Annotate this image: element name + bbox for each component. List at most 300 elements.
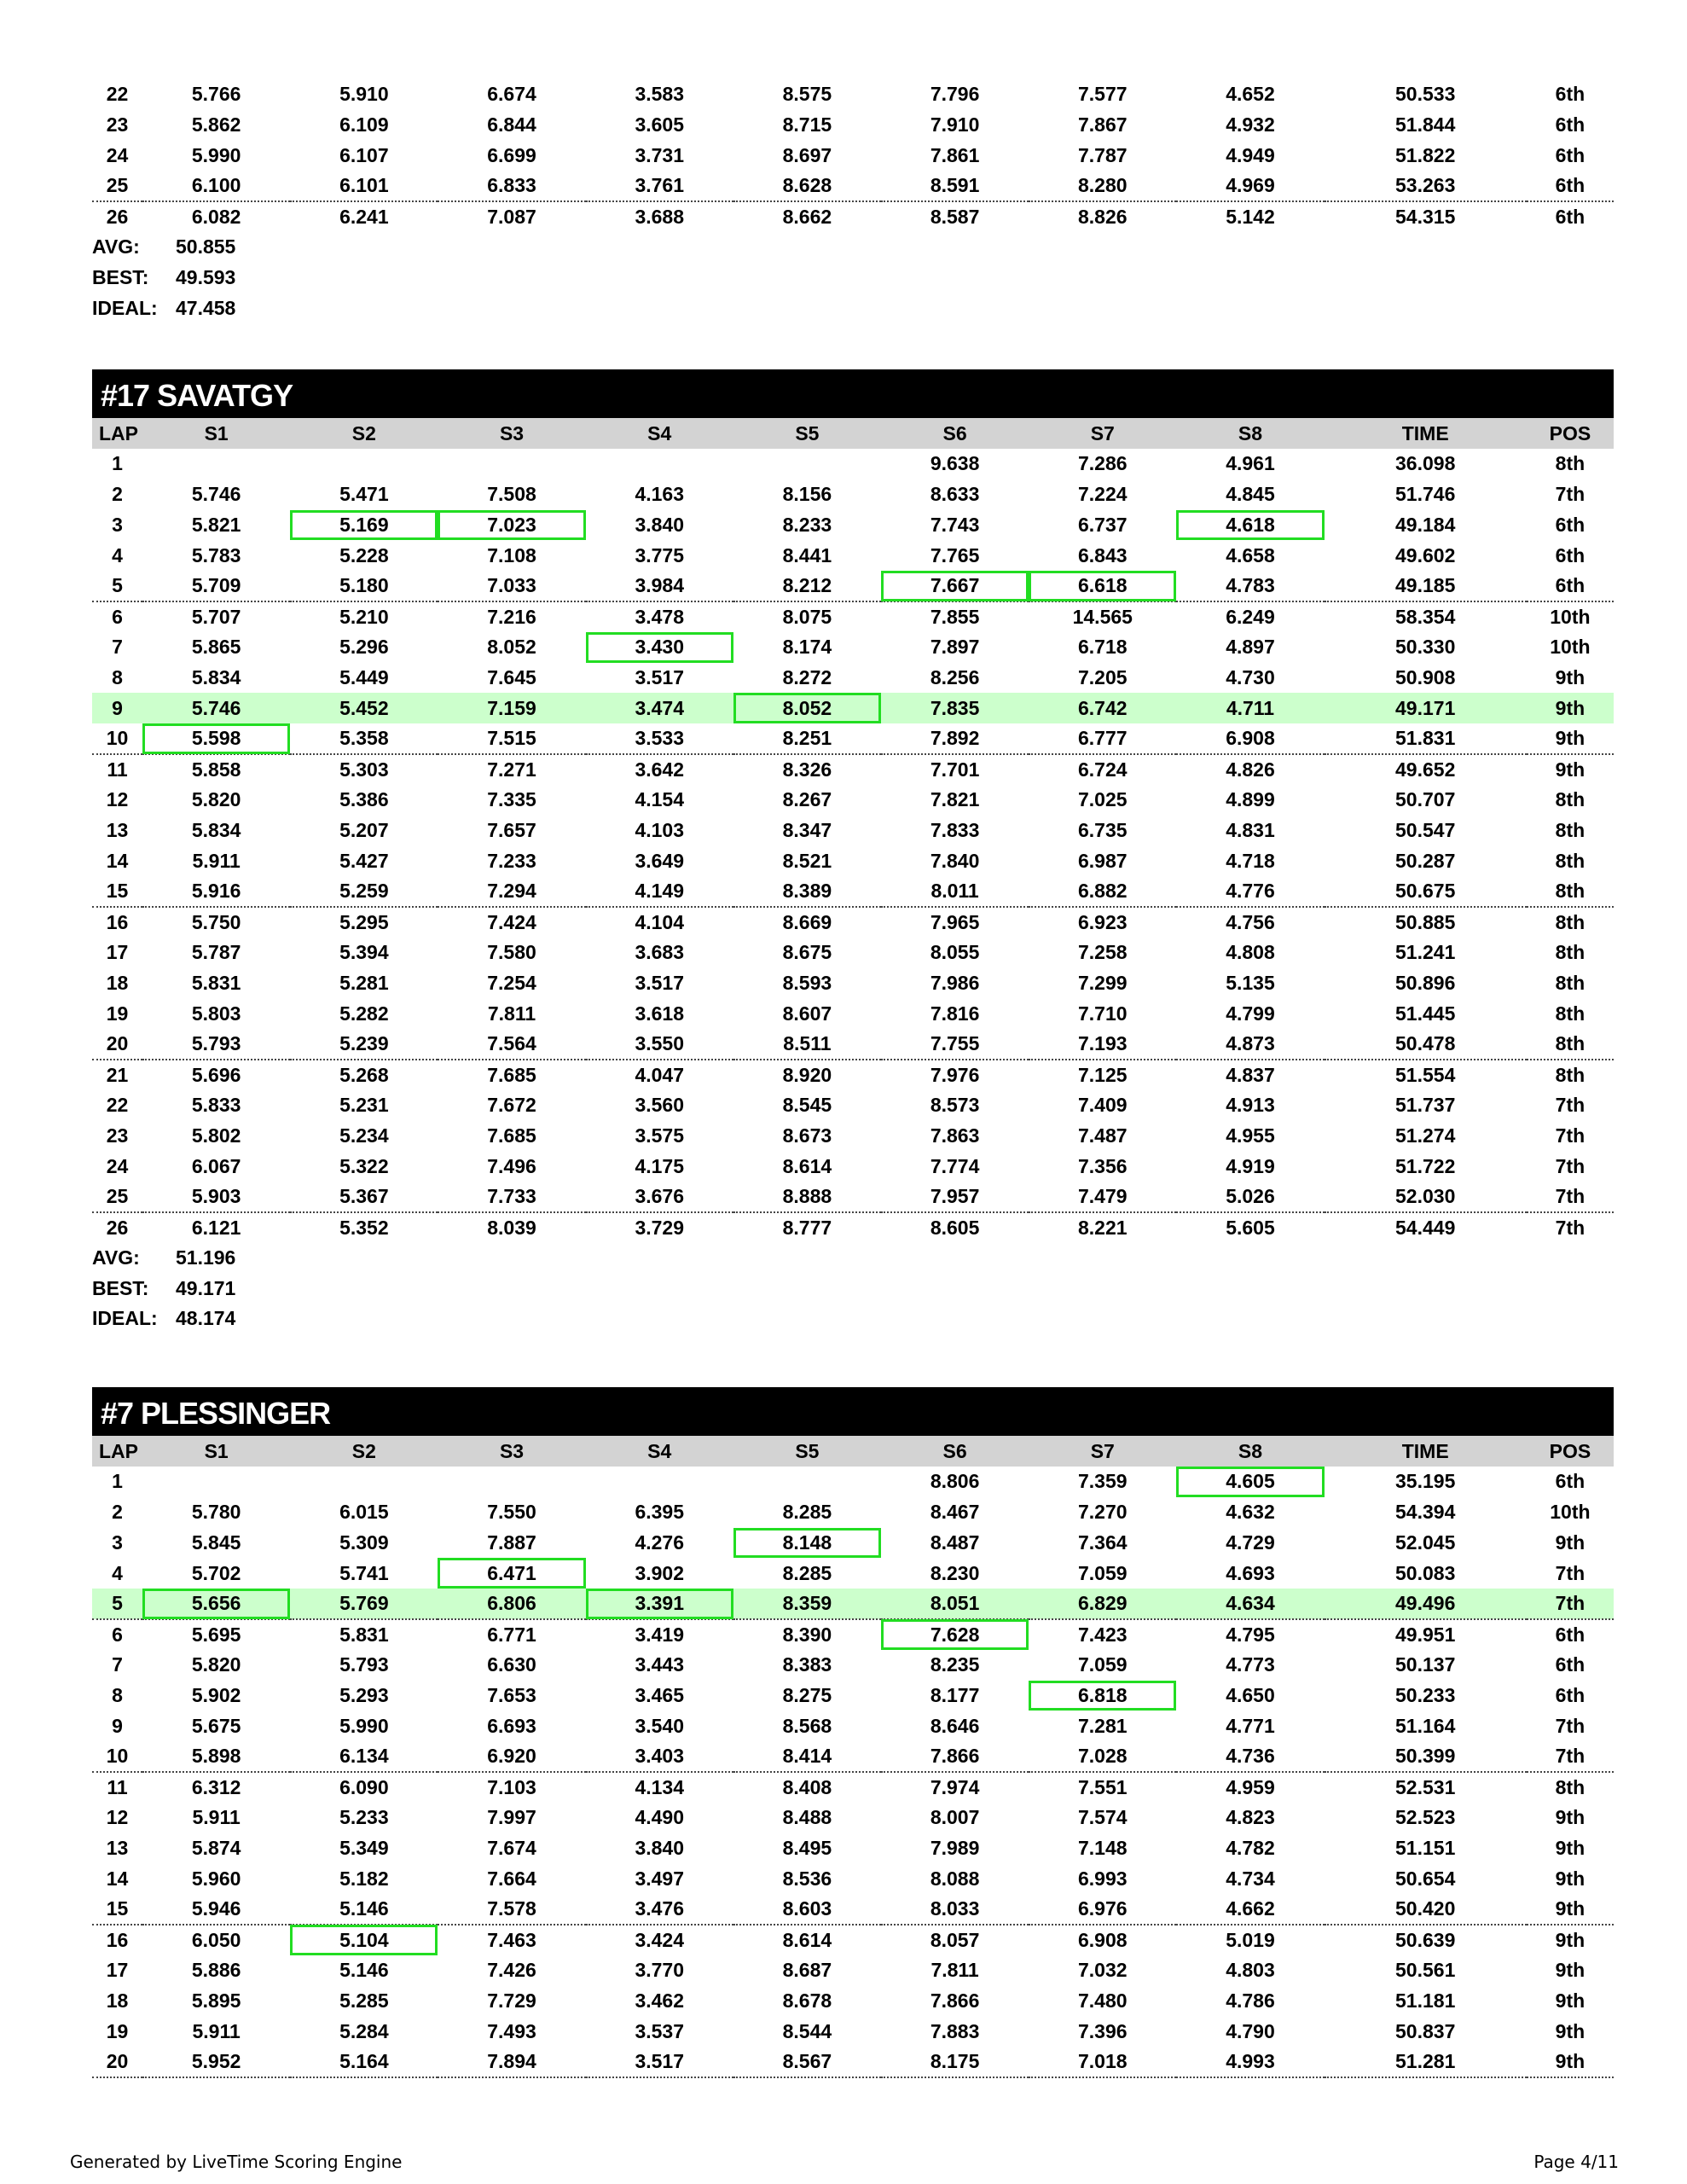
lap-cell: 7.755 xyxy=(881,1029,1029,1060)
lap-cell: 8th xyxy=(1555,452,1586,475)
best-sector-cell: 3.391 xyxy=(586,1589,733,1619)
column-header: TIME xyxy=(1325,1436,1527,1467)
lap-cell: 5.895 xyxy=(191,1989,241,2012)
lap-cell: 4.104 xyxy=(635,910,684,933)
lap-cell: 5.231 xyxy=(339,1094,389,1117)
lap-row xyxy=(92,816,1614,846)
lap-cell: 5.990 xyxy=(339,1714,389,1737)
lap-cell: 9th xyxy=(1527,2047,1614,2077)
lap-cell: 50.837 xyxy=(1395,2019,1456,2042)
lap-cell: 5.831 xyxy=(191,971,241,994)
lap-cell: 7th xyxy=(1555,1124,1586,1147)
lap-row xyxy=(92,1212,1614,1243)
lap-cell: 8.174 xyxy=(782,636,832,659)
lap-cell: 8.467 xyxy=(930,1501,980,1524)
lap-cell: 7.294 xyxy=(438,876,585,907)
lap-cell: 5.834 xyxy=(191,665,241,688)
lap-cell: 5.295 xyxy=(339,910,389,933)
lap-cell: 5.709 xyxy=(142,571,290,601)
lap-cell: 6.882 xyxy=(1029,876,1176,907)
lap-cell: 4.149 xyxy=(586,876,733,907)
lap-cell: 3 xyxy=(112,513,123,536)
lap-cell: 5.285 xyxy=(339,1989,389,2012)
lap-cell: 49.951 xyxy=(1395,1623,1456,1646)
lap-cell: 3.649 xyxy=(635,849,684,872)
lap-cell: 6.082 xyxy=(191,206,241,229)
lap-cell: 50.654 xyxy=(1395,1867,1456,1890)
lap-cell: 8.280 xyxy=(1029,171,1176,201)
lap-cell: 8.275 xyxy=(782,1683,832,1706)
lap-cell: 50.908 xyxy=(1395,665,1456,688)
lap-cell: 8.675 xyxy=(782,941,832,964)
lap-cell: 7.254 xyxy=(487,971,536,994)
lap-row xyxy=(92,968,1614,999)
lap-cell: 50.137 xyxy=(1395,1653,1456,1676)
lap-row xyxy=(92,540,1614,571)
lap-cell: 6th xyxy=(1555,83,1586,106)
lap-cell: 9th xyxy=(1527,723,1614,754)
lap-cell: 8.390 xyxy=(782,1623,832,1646)
lap-cell: 3.731 xyxy=(635,143,684,166)
lap-cell: 54.315 xyxy=(1395,206,1456,229)
lap-cell: 8th xyxy=(1527,876,1614,907)
lap-cell: 8.888 xyxy=(733,1182,881,1212)
lap-cell: 5.696 xyxy=(191,1063,241,1086)
lap-cell: 7.989 xyxy=(930,1836,980,1859)
lap-cell: 52.045 xyxy=(1395,1531,1456,1554)
lap-cell: 8.697 xyxy=(782,143,832,166)
lap-row xyxy=(92,1467,1614,1497)
lap-cell: 7.743 xyxy=(930,513,980,536)
lap-cell: 3.474 xyxy=(586,693,733,723)
lap-cell: 5.293 xyxy=(339,1683,389,1706)
lap-row xyxy=(92,1833,1614,1864)
lap-cell: 4.729 xyxy=(1226,1531,1275,1554)
lap-cell: 9th xyxy=(1555,1806,1586,1829)
lap-cell: 7th xyxy=(1555,483,1586,506)
lap-cell: 5.135 xyxy=(1226,971,1275,994)
lap-cell: 5.916 xyxy=(142,876,290,907)
lap-cell: 5.865 xyxy=(191,636,241,659)
column-header: S7 xyxy=(1029,1436,1176,1467)
lap-cell: 51.241 xyxy=(1395,941,1456,964)
summary-avg xyxy=(92,1243,1614,1274)
lap-cell: 6th xyxy=(1555,1653,1586,1676)
best-sector-cell: 5.598 xyxy=(142,723,290,754)
lap-cell: 8.573 xyxy=(930,1094,980,1117)
lap-cell: 7.976 xyxy=(930,1063,980,1086)
lap-row xyxy=(92,1803,1614,1833)
lap-cell: 7th xyxy=(1555,1216,1586,1239)
lap-summary xyxy=(92,1243,1614,1334)
lap-cell: 13 xyxy=(106,1836,129,1859)
lap-cell: 5.793 xyxy=(339,1653,389,1676)
lap-cell: 9th xyxy=(1527,1894,1614,1925)
lap-cell: 3.840 xyxy=(635,513,684,536)
lap-cell: 7.664 xyxy=(487,1867,536,1890)
lap-cell: 4.490 xyxy=(635,1806,684,1829)
lap-row xyxy=(92,571,1614,601)
lap-cell: 8.826 xyxy=(1078,206,1128,229)
lap-cell: 8.587 xyxy=(930,206,980,229)
lap-cell: 7.833 xyxy=(930,818,980,841)
lap-cell xyxy=(733,449,881,479)
lap-cell: 36.098 xyxy=(1395,452,1456,475)
lap-cell: 8.007 xyxy=(930,1806,980,1829)
lap-cell: 7.396 xyxy=(1078,2019,1128,2042)
lap-cell: 6 xyxy=(112,605,123,628)
lap-cell xyxy=(290,449,438,479)
lap-cell: 8.088 xyxy=(930,1867,980,1890)
lap-cell: 7.645 xyxy=(487,665,536,688)
lap-cell: 4.047 xyxy=(635,1063,684,1086)
lap-cell: 5.309 xyxy=(339,1531,389,1554)
lap-cell: 5.303 xyxy=(339,758,389,781)
lap-cell: 7.480 xyxy=(1078,1989,1128,2012)
lap-cell: 7.910 xyxy=(930,113,980,136)
lap-cell: 5.750 xyxy=(191,910,241,933)
summary-best-value: 49.171 xyxy=(176,1276,236,1299)
lap-cell: 24 xyxy=(106,143,129,166)
lap-cell: 8.614 xyxy=(782,1928,832,1951)
lap-cell: 3.419 xyxy=(635,1623,684,1646)
lap-cell: 8.591 xyxy=(881,171,1029,201)
lap-cell: 6.674 xyxy=(487,83,536,106)
lap-cell: 5.886 xyxy=(191,1959,241,1982)
lap-cell: 8th xyxy=(1555,1775,1586,1798)
lap-cell: 8.051 xyxy=(881,1589,1029,1619)
lap-cell: 3.575 xyxy=(635,1124,684,1147)
lap-cell: 7.685 xyxy=(487,1124,536,1147)
lap-cell: 6.844 xyxy=(487,113,536,136)
lap-cell: 8.272 xyxy=(782,665,832,688)
lap-cell: 5.783 xyxy=(191,543,241,566)
lap-row xyxy=(92,1090,1614,1121)
lap-cell: 4.959 xyxy=(1226,1775,1275,1798)
lap-cell: 5.702 xyxy=(191,1561,241,1584)
lap-cell: 7.997 xyxy=(487,1806,536,1829)
lap-cell: 12 xyxy=(106,1806,129,1829)
lap-cell: 8.285 xyxy=(782,1561,832,1584)
lap-cell: 51.554 xyxy=(1395,1063,1456,1086)
lap-row xyxy=(92,201,1614,232)
column-header: S6 xyxy=(881,1436,1029,1467)
lap-cell: 16 xyxy=(106,1928,129,1951)
lap-cell: 7th xyxy=(1555,1094,1586,1117)
column-header: S1 xyxy=(142,418,290,449)
lap-cell: 8.669 xyxy=(782,910,832,933)
lap-cell: 7.224 xyxy=(1078,483,1128,506)
column-header: S2 xyxy=(290,1436,438,1467)
lap-cell: 5.471 xyxy=(339,483,389,506)
best-sector-cell: 8.052 xyxy=(733,693,881,723)
lap-cell: 6.107 xyxy=(339,143,389,166)
lap-cell: 6.976 xyxy=(1029,1894,1176,1925)
lap-cell: 24 xyxy=(106,1154,129,1177)
lap-cell: 7.657 xyxy=(487,818,536,841)
lap-cell: 10th xyxy=(1550,636,1591,659)
lap-cell: 5.833 xyxy=(191,1094,241,1117)
lap-cell xyxy=(438,1467,585,1497)
lap-cell: 4.756 xyxy=(1226,910,1275,933)
lap-cell: 9th xyxy=(1555,1989,1586,2012)
lap-cell: 8.495 xyxy=(782,1836,832,1859)
lap-cell: 7.271 xyxy=(487,758,536,781)
lap-cell: 5.793 xyxy=(142,1029,290,1060)
lap-cell: 51.831 xyxy=(1325,723,1527,754)
lap-cell: 7.577 xyxy=(1078,83,1128,106)
lap-cell: 7.564 xyxy=(438,1029,585,1060)
lap-cell: 4.808 xyxy=(1226,941,1275,964)
lap-cell: 7 xyxy=(112,636,123,659)
column-header: S2 xyxy=(290,418,438,449)
lap-cell: 8.285 xyxy=(782,1501,832,1524)
summary-avg-value: 50.855 xyxy=(176,235,236,258)
summary-ideal xyxy=(92,293,1614,324)
lap-cell: 3.424 xyxy=(635,1928,684,1951)
lap-cell xyxy=(586,449,733,479)
lap-cell: 4.932 xyxy=(1226,113,1275,136)
lap-cell: 6.241 xyxy=(339,206,389,229)
lap-cell: 6.806 xyxy=(438,1589,585,1619)
lap-cell: 7.487 xyxy=(1078,1124,1128,1147)
lap-cell: 51.737 xyxy=(1395,1094,1456,1117)
lap-cell: 3.465 xyxy=(635,1683,684,1706)
lap-cell: 7.281 xyxy=(1078,1714,1128,1737)
lap-cell: 4.897 xyxy=(1226,636,1275,659)
lap-cell: 3.676 xyxy=(586,1182,733,1212)
lap-cell: 7.974 xyxy=(930,1775,980,1798)
lap-cell: 5.322 xyxy=(339,1154,389,1177)
lap-row xyxy=(92,1955,1614,1986)
lap-cell: 5.452 xyxy=(290,693,438,723)
lap-cell: 6.101 xyxy=(290,171,438,201)
lap-cell: 5.367 xyxy=(290,1182,438,1212)
lap-cell: 18 xyxy=(106,1989,129,2012)
lap-cell: 8.055 xyxy=(930,941,980,964)
lap-cell: 7.193 xyxy=(1029,1029,1176,1060)
lap-cell: 5.902 xyxy=(191,1683,241,1706)
lap-cell: 8th xyxy=(1555,788,1586,811)
lap-cell: 5.695 xyxy=(191,1623,241,1646)
lap-cell: 7.270 xyxy=(1078,1501,1128,1524)
lap-cell: 6.693 xyxy=(487,1714,536,1737)
lap-cell: 11 xyxy=(107,1775,128,1798)
lap-cell: 7.672 xyxy=(487,1094,536,1117)
lap-cell: 7.018 xyxy=(1029,2047,1176,2077)
lap-cell: 21 xyxy=(106,1063,129,1086)
lap-cell: 8.212 xyxy=(733,571,881,601)
lap-cell xyxy=(142,449,290,479)
lap-cell: 8.057 xyxy=(930,1928,980,1951)
lap-cell: 6.249 xyxy=(1226,605,1275,628)
lap-cell: 7.335 xyxy=(487,788,536,811)
driver-section-savatgy xyxy=(92,369,1614,1334)
lap-cell: 4.652 xyxy=(1226,83,1275,106)
lap-cell: 7.674 xyxy=(487,1836,536,1859)
lap-cell: 2 xyxy=(112,1501,123,1524)
lap-cell: 50.399 xyxy=(1325,1741,1527,1772)
lap-row xyxy=(92,79,1614,110)
lap-cell: 7.364 xyxy=(1078,1531,1128,1554)
lap-cell: 5.349 xyxy=(339,1836,389,1859)
best-sector-cell: 7.023 xyxy=(438,510,585,541)
lap-cell: 6th xyxy=(1555,1623,1586,1646)
summary-best-label: BEST: xyxy=(92,265,149,288)
lap-cell: 6.630 xyxy=(487,1653,536,1676)
lap-cell: 7.148 xyxy=(1078,1836,1128,1859)
lap-table xyxy=(92,1436,1614,2078)
driver-section-plessinger xyxy=(92,1387,1614,2078)
lap-cell: 23 xyxy=(106,113,129,136)
lap-cell: 6.843 xyxy=(1078,543,1128,566)
lap-cell: 4.782 xyxy=(1226,1836,1275,1859)
lap-cell: 6.735 xyxy=(1078,818,1128,841)
lap-cell: 8.521 xyxy=(782,849,832,872)
best-sector-cell: 7.628 xyxy=(881,1619,1029,1650)
lap-cell: 6.987 xyxy=(1078,849,1128,872)
lap-cell: 8.575 xyxy=(782,83,832,106)
lap-cell: 3.761 xyxy=(586,171,733,201)
lap-cell: 5.352 xyxy=(339,1216,389,1239)
lap-cell: 4.175 xyxy=(635,1154,684,1177)
lap-cell: 5.960 xyxy=(191,1867,241,1890)
lap-cell: 3.533 xyxy=(586,723,733,754)
lap-cell: 10 xyxy=(92,723,142,754)
lap-cell: 22 xyxy=(106,1094,129,1117)
lap-cell: 4.913 xyxy=(1226,1094,1275,1117)
lap-cell: 5.358 xyxy=(290,723,438,754)
lap-cell: 51.445 xyxy=(1395,1002,1456,1025)
lap-cell: 51.281 xyxy=(1325,2047,1527,2077)
lap-cell: 8.408 xyxy=(782,1775,832,1798)
summary-ideal-value: 47.458 xyxy=(176,296,236,319)
lap-row xyxy=(92,1151,1614,1182)
lap-row xyxy=(92,1681,1614,1711)
lap-row xyxy=(92,632,1614,663)
previous-driver-laps xyxy=(92,79,1614,323)
lap-cell: 7.765 xyxy=(930,543,980,566)
lap-cell: 6th xyxy=(1555,143,1586,166)
lap-cell: 5.874 xyxy=(191,1836,241,1859)
lap-cell: 7.733 xyxy=(438,1182,585,1212)
lap-row xyxy=(92,1894,1614,1925)
lap-cell: 7.892 xyxy=(881,723,1029,754)
lap-cell: 4.803 xyxy=(1226,1959,1275,1982)
lap-cell: 10 xyxy=(92,1741,142,1772)
lap-cell: 3 xyxy=(112,1531,123,1554)
lap-cell: 7.887 xyxy=(487,1531,536,1554)
lap-cell: 7.508 xyxy=(487,483,536,506)
lap-cell: 5.911 xyxy=(192,1806,241,1829)
lap-row xyxy=(92,907,1614,938)
lap-cell: 7.424 xyxy=(487,910,536,933)
column-header: POS xyxy=(1527,418,1614,449)
lap-cell: 10th xyxy=(1550,605,1591,628)
lap-cell: 35.195 xyxy=(1395,1470,1456,1493)
lap-cell: 5.858 xyxy=(191,758,241,781)
lap-cell: 7.059 xyxy=(1078,1653,1128,1676)
summary-ideal-label: IDEAL: xyxy=(92,296,158,319)
best-sector-cell: 5.169 xyxy=(290,510,438,541)
column-header: S4 xyxy=(586,418,733,449)
lap-cell: 9 xyxy=(92,693,142,723)
lap-cell: 6.920 xyxy=(438,1741,585,1772)
lap-cell: 4.899 xyxy=(1226,788,1275,811)
lap-cell: 5.911 xyxy=(192,2019,241,2042)
lap-cell: 5.820 xyxy=(191,788,241,811)
lap-cell: 8.544 xyxy=(782,2019,832,2042)
lap-cell: 50.330 xyxy=(1395,636,1456,659)
lap-cell: 3.517 xyxy=(586,2047,733,2077)
lap-cell: 4.662 xyxy=(1176,1894,1324,1925)
lap-cell: 49.185 xyxy=(1325,571,1527,601)
lap-cell: 7th xyxy=(1555,1714,1586,1737)
lap-cell: 6 xyxy=(112,1623,123,1646)
lap-cell: 6.050 xyxy=(191,1928,241,1951)
best-sector-cell: 4.605 xyxy=(1176,1467,1324,1497)
lap-cell: 7.550 xyxy=(487,1501,536,1524)
lap-row xyxy=(92,1772,1614,1803)
lap-cell: 8.593 xyxy=(782,971,832,994)
lap-cell: 8.156 xyxy=(782,483,832,506)
lap-cell: 52.030 xyxy=(1325,1182,1527,1212)
lap-cell: 7.356 xyxy=(1078,1154,1128,1177)
lap-cell: 5.845 xyxy=(191,1531,241,1554)
lap-cell: 50.896 xyxy=(1395,971,1456,994)
lap-cell: 54.394 xyxy=(1395,1501,1456,1524)
lap-cell: 7.821 xyxy=(930,788,980,811)
lap-cell: 7.286 xyxy=(1078,452,1128,475)
summary-avg xyxy=(92,232,1614,263)
lap-cell: 7th xyxy=(1527,1741,1614,1772)
lap-cell: 5.427 xyxy=(339,849,389,872)
lap-cell: 5.910 xyxy=(339,83,389,106)
lap-cell: 5.142 xyxy=(1226,206,1275,229)
lap-cell: 11 xyxy=(107,758,128,781)
lap-cell: 5.234 xyxy=(339,1124,389,1147)
lap-cell: 9th xyxy=(1555,1531,1586,1554)
lap-row xyxy=(92,1497,1614,1528)
lap-row xyxy=(92,171,1614,201)
lap-cell: 7.866 xyxy=(881,1741,1029,1772)
lap-cell: 22 xyxy=(106,83,129,106)
lap-cell: 3.642 xyxy=(635,758,684,781)
lap-cell: 1 xyxy=(112,1470,123,1493)
lap-row xyxy=(92,754,1614,785)
lap-table xyxy=(92,418,1614,1243)
lap-cell: 8.603 xyxy=(733,1894,881,1925)
best-sector-cell: 3.430 xyxy=(586,632,733,663)
lap-row xyxy=(92,1029,1614,1060)
lap-cell: 7.409 xyxy=(1078,1094,1128,1117)
lap-cell: 5.296 xyxy=(339,636,389,659)
lap-cell: 8th xyxy=(1555,941,1586,964)
lap-cell: 9th xyxy=(1555,1836,1586,1859)
lap-cell: 5.019 xyxy=(1226,1928,1275,1951)
column-header: S8 xyxy=(1176,418,1324,449)
lap-cell: 8.052 xyxy=(487,636,536,659)
lap-cell: 5.952 xyxy=(142,2047,290,2077)
lap-row xyxy=(92,1650,1614,1681)
lap-cell: 5.228 xyxy=(339,543,389,566)
column-header: S7 xyxy=(1029,418,1176,449)
lap-cell: 3.560 xyxy=(635,1094,684,1117)
lap-cell: 8.806 xyxy=(930,1470,980,1493)
lap-cell: 5.707 xyxy=(191,605,241,628)
lap-cell: 8.233 xyxy=(782,513,832,536)
lap-row xyxy=(92,785,1614,816)
